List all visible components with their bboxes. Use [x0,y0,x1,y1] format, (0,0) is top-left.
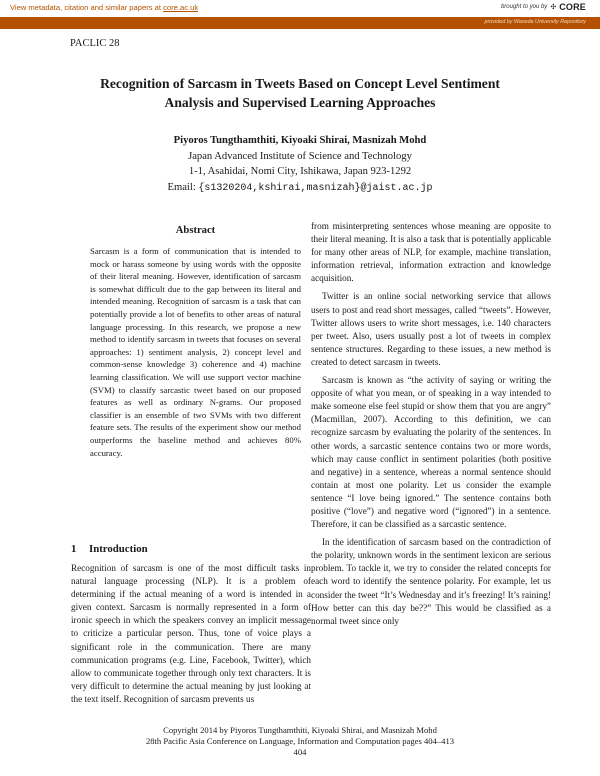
address: 1-1, Asahidai, Nomi City, Ishikawa, Japan 923-1292 [188,166,412,177]
footer-copyright: Copyright 2014 by Piyoros Tungthamthiti, Kiyoaki Shirai, and Masnizah Mohd [163,725,437,735]
intro-paragraph-3: Sarcasm is known as “the activity of saying or writing the opposite of what you mean, or of speaking in a way intended to make someone else feel stupid or show them that you are angry” (Macmillan, 2007). According to this definition, we can recognize sarcasm by evaluating the polarity of the sentences. In other words, a sarcastic sentence contains two or more words, which may cause conflict in sentiment polarities (both positive and negative) in a sentence, whereas a normal sentence should contain at most one polarity. Let us consider the example sentence “I love being ignored.” The sentence contains both positive (“love”) and negative word (“ignored”) in a sentence. Therefore, it can be classified as a sarcastic sentence. [311,375,551,530]
section-title: Introduction [89,543,148,555]
title-line-1: Recognition of Sarcasm in Tweets Based on Concept Level Sentiment [100,76,500,91]
title-line-2: Analysis and Supervised Learning Approaches [164,95,436,110]
intro-paragraph-4: In the identification of sarcasm based on the contradiction of the polarity, unknown words in the sentiment lexicon are serious problem. To tackle it, we try to consider the related concepts for each word to identify the sentence polarity. For example, let us consider the tweet “It’s Wednesday and it’s freezing! It’s raining! How better can this day be??” This would be classified as a normal tweet since only [311,537,551,626]
core-link[interactable]: core.ac.uk [163,3,199,12]
affiliation: Japan Advanced Institute of Science and Technology [188,150,412,162]
section-heading-introduction [71,543,148,555]
core-metadata-notice [10,3,198,12]
page-footer [60,725,540,758]
core-logo-icon: ✣ [550,4,557,11]
intro-paragraph-1-continued: from misinterpreting sentences whose meaning are opposite to their literal meaning. It is also a task that is potentially applicable for many other areas of NLP, for example, machine translation, information retrieval, information extraction and knowledge acquisition. [311,221,551,284]
core-banner-top [0,0,600,17]
section-number: 1 [71,543,77,555]
core-brought-by[interactable] [501,2,586,12]
author-block [60,133,540,196]
right-column [311,220,551,628]
email-value: {s1320204,kshirai,masnizah}@jaist.ac.jp [198,182,433,194]
venue-header: PACLIC 28 [70,38,120,49]
brought-by-text: brought to you by [500,4,548,10]
author-names: Piyoros Tungthamthiti, Kiyoaki Shirai, Masnizah Mohd [173,135,427,146]
abstract-text: Sarcasm is a form of communication that is intended to mock or harass someone by using words with the opposite of their literal meaning. However, identification of sarcasm is somewhat difficult due to the gap between its literal and intended meaning. Recognition of sarcasm is a task that can potentially provide a lot of benefits to other areas of natural language processing. In this research, we propose a new method to identify sarcasm in tweets that focuses on several approaches: 1) sentiment analysis, 2) concept level and common-sense knowledge 3) coherence and 4) machine learning classification. We will use support vector machine (SVM) to classify sarcastic tweet based on our proposed features as well as ordinary N-grams. Our proposed classifier is an ensemble of two SVMs with two different feature sets. The results of the experiment show our method outperforms the baseline method and achieves 80% accuracy. [90,246,301,458]
metadata-text: View metadata, citation and similar papers at [10,3,164,12]
paper-title [60,74,540,112]
provided-by-text[interactable]: provided by Waseda University Repository [484,19,586,25]
core-banner-bar [0,17,600,29]
intro-paragraph-2: Twitter is an online social networking service that allows users to post and read short messages, called “tweets”. However, Twitter allows users to write short messages, i.e. 140 characters per tweet. Also, users usually post a lot of tweets in complex sentence structures. Regarding to these issues, a new method is created to detect sarcasm in tweets. [311,291,551,367]
page-number: 404 [293,747,307,757]
footer-conference: 28th Pacific Asia Conference on Language, Information and Computation pages 404–413 [145,736,455,746]
intro-paragraph-1: Recognition of sarcasm is one of the most difficult tasks in natural language processing (NLP). It is a problem of determining if the actual meaning of a word is intended in a given context. Sarcasm is normally represented in a form of ironic speech in which the speakers convey an implicit message to criticize a particular person. Thus, tone of voice plays a significant role in the communication. There are many communication programs (e.g. Line, Facebook, Twitter), which allow to communicate together through only text characters. It is very difficult to determine the actual meaning by just looking at the text itself. Recognition of sarcasm prevents us [71,563,311,704]
email-label: Email: [167,181,199,193]
core-brand: CORE [559,2,586,12]
abstract-heading: Abstract [175,225,216,236]
email-line [60,180,540,197]
